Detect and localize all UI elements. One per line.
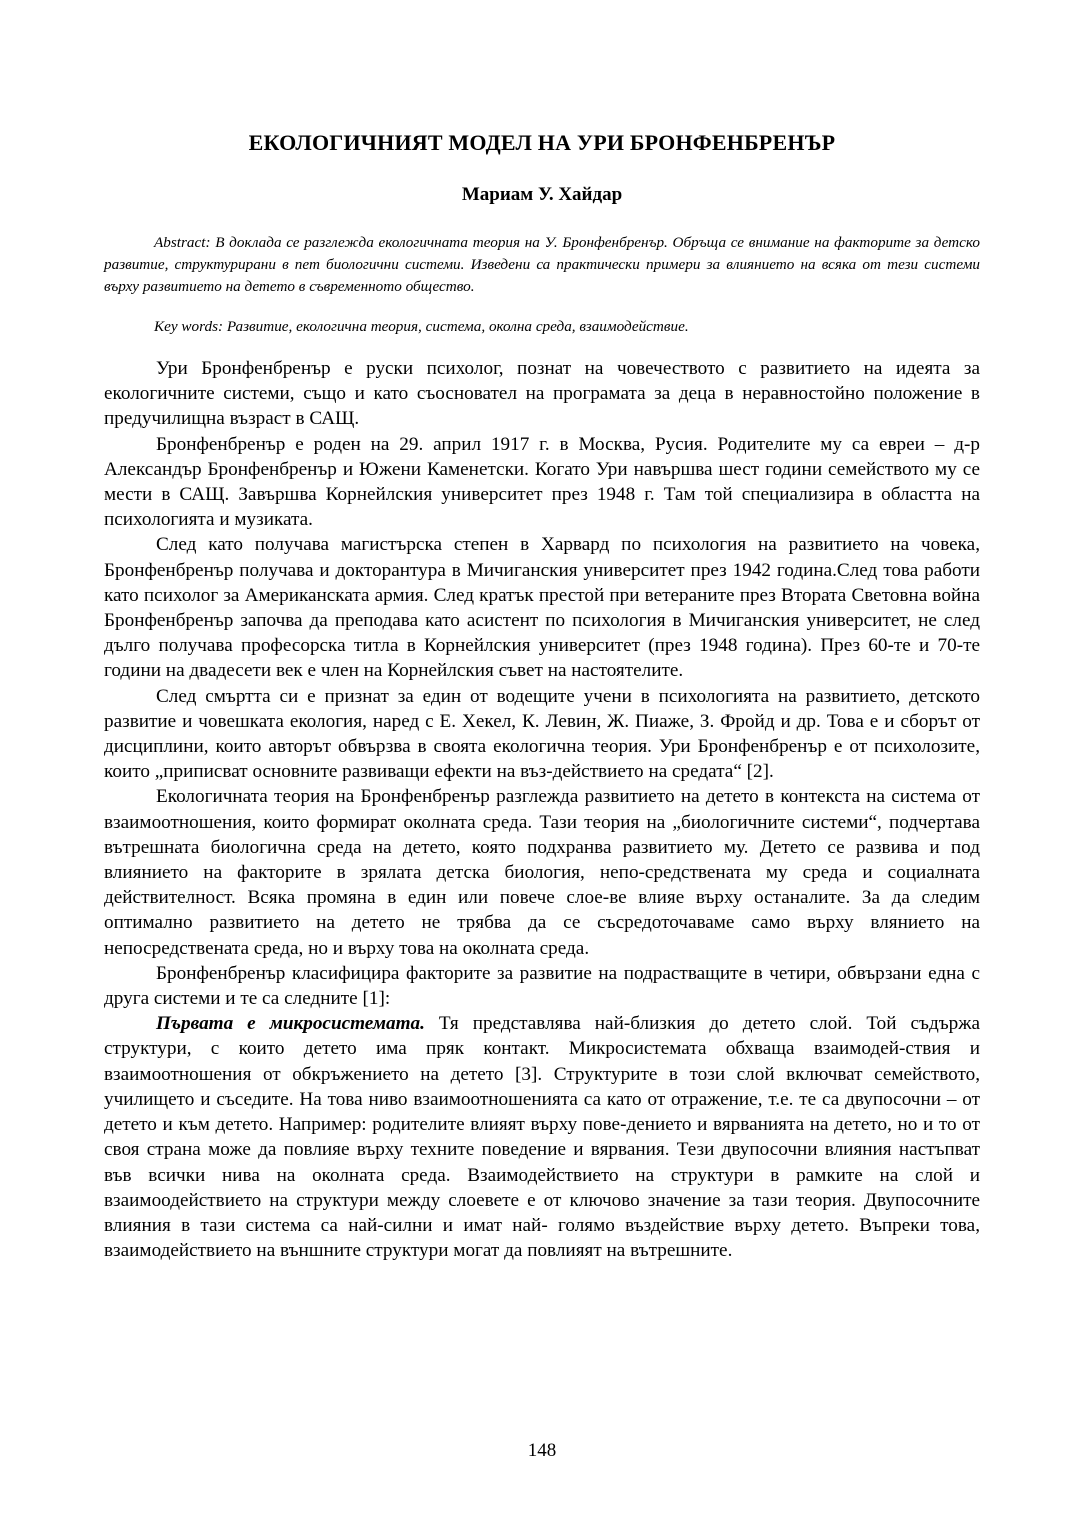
author-name: Мариам У. Хайдар — [461, 184, 623, 205]
body-text — [104, 356, 980, 1263]
paragraph-birth: Бронфенбренър е роден на 29. април 1917 г. в Москва, Русия. Родителите му са евреи – д-р Александър Бронфенбренър и Южени Каменетски. Когато Ури навършва шест години семейството му се мести в САЩ. Завършва Корнейлския университет през 1948 г. Там той специализира в областта на психологията и музиката. — [104, 433, 980, 531]
paragraph-ecological-theory: Екологичната теория на Бронфенбренър разглежда развитието на детето в контекста на система от взаимоотношения, които формират околната среда. Тази теория на „биологичните системи“, подчертава вътрешната биологична среда на детето, която подхранва развитието му. Детето се развива и под влиянието на факторите в зрялата детска биология, непо-средствената му среда и социалната действителност. Всяка промяна в един или повече слое-ве влияе върху останалите. За да следим оптимално развитието на детето не трябва да се съсредоточаваме само върху влянието на непосредствената среда, но и върху това на околната среда. — [104, 786, 980, 959]
keywords: Key words: Развитие, екологична теория, система, околна среда, взаимодействие. — [154, 318, 689, 335]
paper-title: ЕКОЛОГИЧНИЯТ МОДЕЛ НА УРИ БРОНФЕНБРЕНЪР — [248, 130, 836, 155]
paragraph-legacy: След смъртта си е признат за един от водещите учени в психологията на развитието, детското развитие и човешката екология, наред с Е. Хекел, К. Левин, Ж. Пиаже, З. Фройд и др. Това е и сборът от дисциплини, които авторът обвързва в своята екологична теория. Ури Бронфенбренър е от психолозите, които „приписват основните развиващи ефекти на въз-действието на средата“ [2]. — [104, 685, 980, 783]
paragraph-intro: Ури Бронфенбренър е руски психолог, познат на човечеството с развитието на идеята за екологичните системи, също и като съосновател на програмата за деца в неравностойно положение в предучилищна възраст в САЩ. — [104, 358, 980, 430]
abstract: Abstract: В доклада се разглежда екологичната теория на У. Бронфенбренър. Обръща се внимание на факторите за детско развитие, структурирани в пет биологични системи. Изведени са практически примери за влиянието на всяка от тези системи върху развитието на детето в съвременното общество. — [104, 234, 980, 295]
paragraph-classification: Бронфенбренър класифицира факторите за развитие на подрастващите в четири, обвързани една с друга системи и те са следните [1]: — [104, 962, 980, 1010]
page-number: 148 — [527, 1440, 557, 1461]
microsystem-text: Тя представлява най-близкия до детето слой. Той съдържа структури, с които детето има пряк контакт. Микросистемата обхваща взаимодей-ствия и взаимоотношения от обкръжението на детето [3]. Структурите в този слой включват семейството, училището и съседите. На това ниво взаимоотношенията са като от отражение, т.е. те са двупосочни – от детето и към детето. Например: родителите влияят върху пове-дението и вярванията на детето, но и то от своя страна може да повлияе върху техните поведение и вярвания. Тези двупосочни влияния настъпват във всички нива на околната среда. Взаимодействието на структури в рамките на слой и взаимоодействието на структури между слоевете е от ключово значение за тази теория. Двупосочните влияния в тази система са най-силни и имат най- голямо въздействие върху детето. Въпреки това, взаимодействието на външните структури могат да повлияят на вътрешните. — [104, 1013, 980, 1262]
paragraph-career: След като получава магистърска степен в Харвард по психология на развитието на човека, Бронфенбренър получава и докторантура в Мичиганския университет през 1942 година.След това работи като психолог за Американската армия. След кратък престой при ветераните през Втората Световна война Бронфенбренър започва да преподава като асистент по психология в Мичиганския университет, не след дълго получава професорска титла в Корнейлския университет (през 1948 година). През 60-те и 70-те години на двадесети век е член на Корнейлския съвет на настоятелите. — [104, 534, 980, 682]
paragraph-microsystem — [104, 1011, 980, 1263]
microsystem-heading: Първата е микросистемата. — [156, 1013, 425, 1035]
